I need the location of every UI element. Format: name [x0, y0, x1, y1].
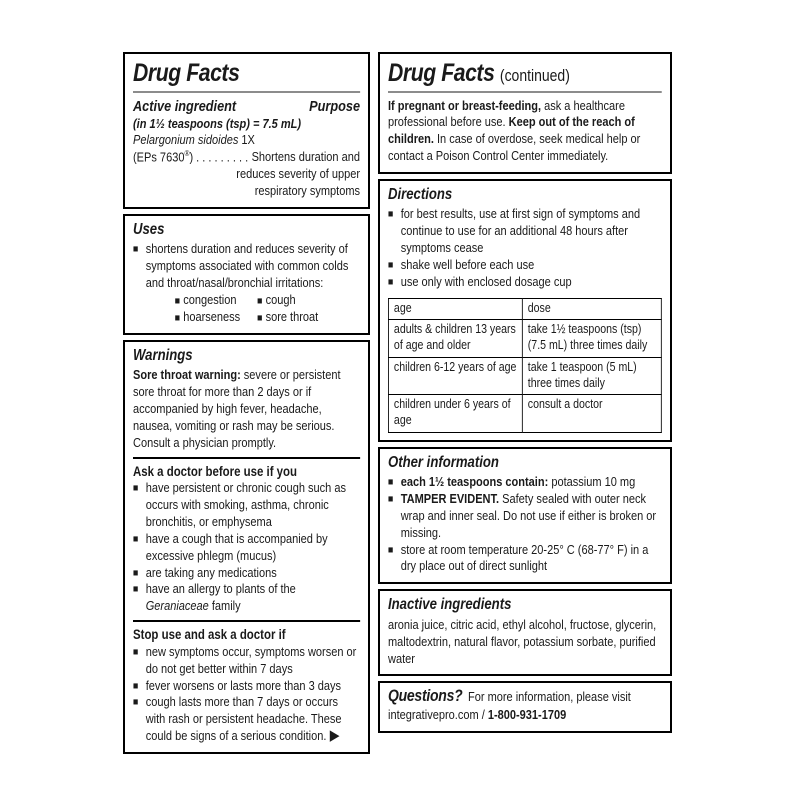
title-continued-and-pregnancy-section	[378, 52, 672, 174]
table-row	[388, 357, 661, 395]
uses-bullet-list	[133, 241, 360, 292]
bullet-square-icon: ■	[174, 311, 181, 324]
symptom-sub-bullets	[133, 292, 360, 326]
bullet-square-icon: ■	[133, 583, 139, 596]
age-column-header: age	[388, 298, 522, 319]
bullet-square-icon: ■	[133, 645, 139, 658]
dose-equivalence-note: (in 1½ teaspoons (tsp) = 7.5 mL)	[133, 115, 302, 131]
bullet-square-icon: ■	[388, 259, 394, 272]
bullet-square-icon: ■	[257, 294, 263, 307]
inactive-ingredients-text: aronia juice, citric acid, ethyl alcohol, fructose, glycerin, maltodextrin, natural flavor, potassium sorbate, purified water	[388, 616, 657, 666]
other-information-bullet-list	[388, 474, 662, 575]
questions-heading: Questions?	[388, 687, 463, 706]
ingredient-name-line	[133, 132, 360, 149]
bullet-square-icon: ■	[133, 482, 139, 495]
directions-heading: Directions	[388, 186, 453, 204]
geraniaceae-latin-name: Geraniaceae	[145, 598, 209, 614]
list-item: ■ cough	[257, 291, 296, 307]
list-item	[388, 491, 662, 542]
dosage-table	[388, 298, 662, 433]
allergy-bullet-text: have an allergy to plants of the Geraniaceae family	[145, 581, 296, 614]
list-item: ■ shake well before each use	[388, 257, 535, 273]
ask-doctor-heading: Ask a doctor before use if you	[133, 463, 298, 479]
ingredient-potency: 1X	[238, 132, 255, 148]
bullet-square-icon: ■	[388, 476, 394, 489]
other-information-section	[378, 447, 672, 585]
continued-label: (continued)	[499, 67, 570, 85]
eps-purpose-row	[133, 149, 360, 166]
bullet-square-icon: ■	[174, 294, 181, 307]
registered-mark-icon: ®	[184, 148, 190, 158]
list-item	[133, 581, 360, 615]
bullet-square-icon: ■	[257, 311, 263, 324]
contents-bullet: each 1½ teaspoons contain: potassium 10 mg	[400, 474, 636, 490]
uses-heading: Uses	[133, 220, 165, 238]
sore-throat-warning-lead: Sore throat warning:	[133, 367, 241, 383]
list-item	[388, 474, 662, 491]
purpose-heading: Purpose	[309, 97, 361, 115]
list-item: ■ sore throat	[257, 308, 319, 324]
bullet-square-icon: ■	[388, 543, 394, 556]
uses-section	[123, 214, 370, 335]
dose-column-header: dose	[522, 298, 661, 319]
inactive-ingredients-heading: Inactive ingredients	[388, 596, 512, 614]
active-ingredient-header-row	[133, 98, 360, 115]
drug-facts-continued-title: Drug Facts (continued)	[388, 59, 570, 87]
list-item: ■ new symptoms occur, symptoms worsen or do not get better within 7 days	[133, 643, 357, 676]
ingredient-latin-name: Pelargonium sidoides	[133, 132, 239, 148]
bullet-square-icon: ■	[133, 243, 139, 256]
list-item: ■ use only with enclosed dosage cup	[388, 274, 572, 289]
age-cell: children under 6 years of age	[388, 395, 522, 433]
purpose-text-line3: respiratory symptoms	[254, 183, 361, 199]
table-row	[388, 395, 661, 433]
directions-section	[378, 179, 672, 442]
bullet-square-icon: ■	[133, 696, 139, 709]
drug-facts-panel-right	[378, 52, 672, 738]
stop-use-last-bullet: cough lasts more than 7 days or occurs with rash or persistent headache. These could be signs of a serious condition. ▶	[145, 694, 342, 745]
questions-text: For more information, please visit integrativepro.com /	[388, 689, 631, 723]
list-item: ■ fever worsens or lasts more than 3 days	[133, 677, 342, 693]
title-divider	[133, 91, 360, 93]
bullet-square-icon: ■	[133, 532, 139, 545]
table-header-row	[388, 298, 661, 319]
bullet-square-icon: ■	[133, 679, 139, 692]
purpose-text-line2: reduces severity of upper	[236, 166, 361, 182]
dose-cell: take 1½ teaspoons (tsp) (7.5 mL) three times daily	[522, 320, 661, 358]
title-divider	[388, 91, 662, 93]
pregnancy-warning-paragraph: If pregnant or breast-feeding, ask a healthcare professional before use. Keep out of the reach of children. In case of overdose, seek medical help or contact a Poison Control Center immediately.	[388, 97, 641, 164]
dose-cell: take 1 teaspoon (5 mL) three times daily	[522, 357, 661, 395]
list-item: ■ congestion	[174, 291, 237, 307]
questions-phone-number: 1-800-931-1709	[487, 707, 567, 723]
questions-section	[378, 681, 672, 733]
list-item	[133, 241, 360, 292]
list-item: ■ have a cough that is accompanied by excessive phlegm (mucus)	[133, 530, 328, 563]
warnings-heading: Warnings	[133, 346, 193, 364]
age-cell: children 6-12 years of age	[388, 357, 522, 395]
bullet-square-icon: ■	[133, 566, 139, 579]
title-and-active-ingredient-section	[123, 52, 370, 209]
subsection-divider	[133, 457, 360, 459]
storage-bullet: store at room temperature 20-25° C (68-77° F) in a dry place out of direct sunlight	[400, 541, 649, 574]
ask-doctor-bullet-list	[133, 480, 360, 615]
stop-use-heading: Stop use and ask a doctor if	[133, 627, 286, 643]
list-item	[133, 694, 360, 745]
age-cell: adults & children 13 years of age and older	[388, 320, 522, 358]
table-row	[388, 320, 661, 358]
drug-facts-panel-left	[123, 52, 370, 759]
subsection-divider	[133, 620, 360, 622]
bullet-square-icon: ■	[388, 492, 394, 505]
uses-bullet-text: shortens duration and reduces severity of symptoms associated with common colds and throat/nasal/bronchial irritations:	[145, 241, 349, 291]
other-information-heading: Other information	[388, 453, 499, 471]
active-ingredient-heading: Active ingredient	[133, 97, 237, 115]
stop-use-bullet-list	[133, 644, 360, 745]
list-item	[388, 542, 662, 576]
dose-cell: consult a doctor	[522, 395, 661, 433]
bullet-square-icon: ■	[388, 208, 394, 221]
purpose-text-line1: Shortens duration and	[251, 148, 361, 164]
warnings-section	[123, 340, 370, 754]
bullet-square-icon: ■	[388, 276, 394, 288]
sore-throat-warning-paragraph: Sore throat warning: severe or persistent sore throat for more than 2 days or if accompanied by high fever, headache, nausea, vomiting or rash may be serious. Consult a physician promptly.	[133, 367, 341, 450]
list-item: ■ are taking any medications	[133, 564, 277, 580]
list-item: ■ hoarseness	[174, 308, 241, 324]
tamper-evident-bullet: TAMPER EVIDENT. Safety sealed with outer neck wrap and inner seal. Do not use if either is broken or missing.	[400, 490, 657, 540]
inactive-ingredients-section	[378, 589, 672, 676]
list-item: ■ have persistent or chronic cough such as occurs with smoking, asthma, chronic bronchitis, or emphysema	[133, 480, 346, 529]
continue-arrow-icon: ▶	[329, 727, 340, 745]
directions-bullet-list	[388, 206, 662, 290]
list-item: ■ for best results, use at first sign of symptoms and continue to use for an additional 48 hours after symptoms cease	[388, 206, 641, 256]
drug-facts-title: Drug Facts	[133, 59, 240, 87]
eps-code: (EPs 7630®) . . . . . . . . .	[133, 148, 249, 165]
